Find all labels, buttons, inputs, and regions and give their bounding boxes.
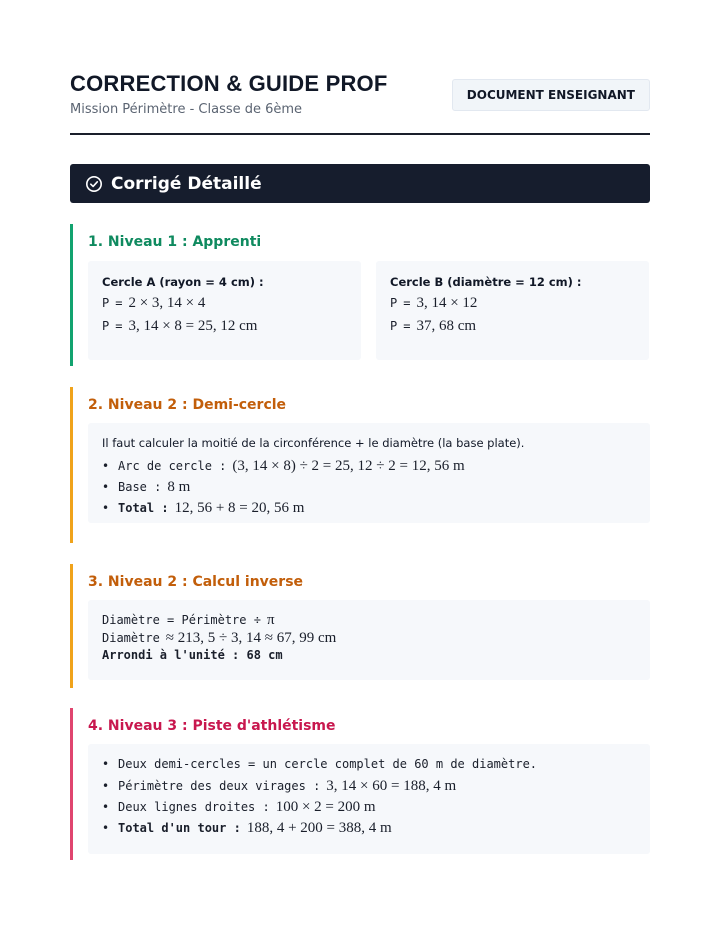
- bullet: •: [102, 459, 110, 473]
- card-title: Cercle A (rayon = 4 cm) :: [102, 275, 264, 289]
- list-item: [102, 820, 636, 841]
- calc-math: ≈ 213, 5 ÷ 3, 14 ≈ 67, 99 cm: [165, 630, 337, 646]
- answer-key-banner: [70, 164, 650, 203]
- section-title: 3. Niveau 2 : Calcul inverse: [88, 574, 304, 590]
- formula-line: [390, 318, 635, 335]
- list-item: [102, 778, 636, 799]
- section-accent-bar: [70, 224, 73, 366]
- list-item: [102, 757, 636, 778]
- formula-equals: =: [115, 319, 123, 333]
- formula-label: P: [102, 319, 110, 333]
- formula-equals: =: [115, 296, 123, 310]
- formula-math: 3, 14 × 8 = 25, 12 cm: [128, 318, 258, 334]
- formula-equals: =: [403, 296, 411, 310]
- section-level-1: [70, 224, 650, 366]
- instruction-text: Il faut calculer la moitié de la circonférence + le diamètre (la base plate).: [102, 436, 525, 450]
- item-label: Deux demi-cercles = un cercle complet de 60 m de diamètre.: [118, 757, 538, 771]
- teacher-document-badge: DOCUMENT ENSEIGNANT: [452, 79, 650, 111]
- item-label: Base :: [118, 480, 162, 494]
- section-accent-bar: [70, 708, 73, 860]
- solution-list: [102, 458, 636, 521]
- item-math: 8 m: [167, 479, 191, 495]
- page-subtitle: Mission Périmètre - Classe de 6ème: [70, 102, 303, 117]
- section-level-3-track: [70, 708, 650, 860]
- item-label: Total :: [118, 501, 169, 515]
- section-title: 2. Niveau 2 : Demi-cercle: [88, 397, 287, 413]
- formula-label: P: [390, 319, 398, 333]
- item-math: (3, 14 × 8) ÷ 2 = 25, 12 ÷ 2 = 12, 56 m: [232, 458, 465, 474]
- section-title: 4. Niveau 3 : Piste d'athlétisme: [88, 718, 336, 734]
- formula-line: [102, 318, 347, 335]
- item-math: 188, 4 + 200 = 388, 4 m: [246, 820, 392, 836]
- formula-label: P: [102, 296, 110, 310]
- formula-math: 37, 68 cm: [416, 318, 477, 334]
- circle-a-card: [88, 261, 361, 360]
- calc-line: [102, 612, 636, 630]
- item-math: 3, 14 × 60 = 188, 4 m: [326, 778, 457, 794]
- list-item: [102, 500, 636, 521]
- banner-title: Corrigé Détaillé: [111, 173, 262, 194]
- list-item: [102, 458, 636, 479]
- formula-math: 2 × 3, 14 × 4: [128, 295, 206, 311]
- item-label: Arc de cercle :: [118, 459, 227, 473]
- item-math: 100 × 2 = 200 m: [275, 799, 376, 815]
- formula-line: [102, 295, 347, 312]
- section-accent-bar: [70, 564, 73, 688]
- calc-text: Diamètre: [102, 631, 160, 645]
- header-divider: [70, 133, 650, 135]
- check-circle-icon: [85, 175, 103, 193]
- item-label: Périmètre des deux virages :: [118, 779, 321, 793]
- bullet: •: [102, 501, 110, 515]
- section-title: 1. Niveau 1 : Apprenti: [88, 234, 262, 250]
- item-math: 12, 56 + 8 = 20, 56 m: [174, 500, 305, 516]
- bullet: •: [102, 480, 110, 494]
- formula-math: 3, 14 × 12: [416, 295, 478, 311]
- section-accent-bar: [70, 387, 73, 543]
- item-label: Total d'un tour :: [118, 821, 241, 835]
- card-title: Cercle B (diamètre = 12 cm) :: [390, 275, 582, 289]
- solution-box: [88, 744, 650, 854]
- bullet: •: [102, 800, 110, 814]
- formula-label: P: [390, 296, 398, 310]
- page-header: [70, 70, 650, 117]
- solution-box: [88, 423, 650, 523]
- item-label: Deux lignes droites :: [118, 800, 270, 814]
- circle-b-card: [376, 261, 649, 360]
- formula-line: [390, 295, 635, 312]
- bullet: •: [102, 757, 110, 771]
- bullet: •: [102, 779, 110, 793]
- calc-text: Diamètre = Périmètre ÷: [102, 613, 261, 627]
- page-title: CORRECTION & GUIDE PROF: [70, 71, 388, 96]
- solution-list: [102, 757, 636, 841]
- calc-math: π: [266, 612, 275, 628]
- rounded-result: Arrondi à l'unité : 68 cm: [102, 648, 283, 662]
- calc-line: [102, 630, 636, 648]
- formula-equals: =: [403, 319, 411, 333]
- list-item: [102, 799, 636, 820]
- section-level-2-inverse: [70, 564, 650, 688]
- solution-box: [88, 600, 650, 680]
- calc-line: [102, 648, 636, 666]
- list-item: [102, 479, 636, 500]
- bullet: •: [102, 821, 110, 835]
- section-level-2-semicircle: [70, 387, 650, 543]
